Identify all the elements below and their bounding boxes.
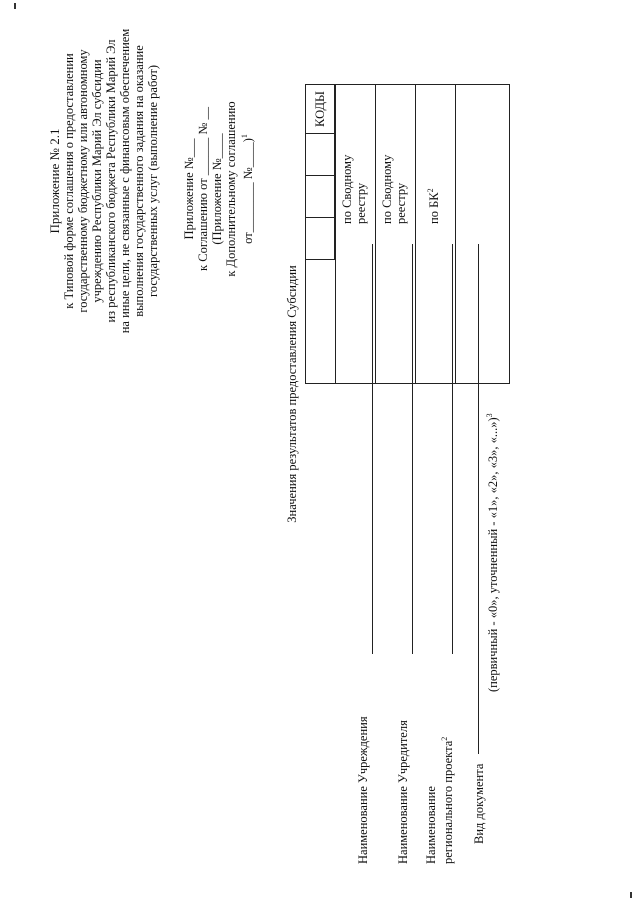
project-name-label-line	[438, 644, 455, 864]
document-type-field[interactable]	[478, 244, 479, 754]
code-label-line: по Сводному	[340, 154, 354, 224]
agreement-line: к Дополнительному соглашению	[224, 101, 238, 277]
footnote-mark: 2	[440, 736, 449, 741]
scan-mark	[14, 3, 16, 9]
agreement-line: к Соглашению от ______ № __	[196, 107, 210, 271]
appendix-title: Приложение № 2.1	[47, 128, 62, 234]
agreement-line: Приложение №___	[182, 138, 196, 240]
agreement-line	[238, 84, 255, 294]
footnote-mark: 2	[426, 188, 435, 193]
footnote-mark: 1	[240, 134, 249, 139]
scan-mark	[630, 892, 632, 898]
institution-name-field[interactable]	[372, 244, 373, 654]
project-name-label-line: Наименование	[424, 786, 438, 864]
codes-row-divider	[455, 84, 456, 384]
code-label-bk	[424, 134, 441, 224]
code-label-bk-text: по БК	[427, 192, 442, 224]
code-label-line: по Сводному	[380, 154, 394, 224]
code-label-registry-1	[340, 134, 368, 224]
codes-row-divider	[335, 84, 336, 384]
agreement-reference	[182, 84, 255, 294]
appendix-line: государственных услуг (выполнение работ)	[146, 64, 160, 298]
founder-name-label: Наименование Учредителя	[396, 720, 410, 864]
codes-header: КОДЫ	[313, 91, 327, 127]
appendix-line: к Типовой форме соглашения о предоставлении	[62, 53, 76, 309]
code-label-line: реестру	[394, 182, 408, 224]
codes-row-divider	[375, 84, 376, 384]
agreement-line: (Приложение №____	[210, 133, 224, 245]
project-name-label	[424, 644, 455, 864]
appendix-line: государственному бюджетному или автономному	[76, 49, 90, 313]
document-type-note	[485, 372, 501, 692]
code-label-registry-2	[380, 134, 408, 224]
institution-name-label: Наименование Учреждения	[356, 716, 370, 864]
appendix-header	[48, 16, 160, 346]
code-label-line: реестру	[354, 182, 368, 224]
appendix-line: выполнения государственного задания на оказание	[132, 45, 146, 317]
appendix-line: на иные цели, не связанные с финансовым обеспечением	[118, 28, 132, 334]
appendix-line: из республиканского бюджета Республики Марий Эл	[104, 39, 118, 323]
page-title: Значения результатов предоставления Субсидии	[285, 265, 299, 523]
codes-row-divider	[415, 84, 416, 384]
founder-name-field[interactable]	[412, 244, 413, 654]
project-name-field[interactable]	[452, 244, 453, 654]
agreement-line-text: от________ №____)	[241, 138, 256, 244]
appendix-line: учреждению Республики Марий Эл субсидии	[90, 59, 104, 303]
document-type-note-text: (первичный - «0», уточненный - «1», «2», «3», «...»)	[486, 417, 501, 692]
footnote-mark: 3	[485, 413, 494, 418]
project-name-label-text: регионального проекта	[441, 740, 456, 864]
document-type-label: Вид документа	[472, 763, 486, 844]
